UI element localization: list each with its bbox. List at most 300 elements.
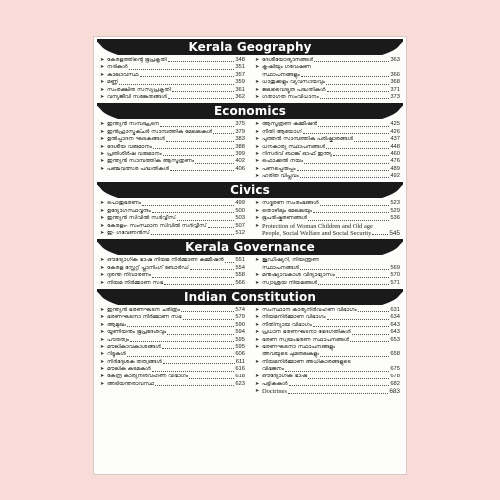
toc-page-number: 643 — [390, 321, 400, 328]
toc-page-number: 383 — [235, 136, 245, 143]
toc-page-number: 683 — [389, 388, 400, 396]
dot-leader — [213, 133, 234, 134]
dot-leader — [177, 220, 234, 221]
toc-entry-label: മനുഷ്യാവകാശ വിദ്യാഭ്യാസം — [262, 272, 335, 279]
toc-page-number: 499 — [235, 200, 245, 207]
dot-leader — [160, 126, 234, 127]
arrow-bullet-icon: ➤ — [100, 373, 105, 380]
section-banner — [97, 103, 403, 119]
toc-column-left — [100, 307, 251, 396]
arrow-bullet-icon: ➤ — [255, 336, 260, 343]
toc-entry-label: സ്വാശ്രയ നിയമങ്ങൾ — [262, 279, 318, 286]
section-banner — [97, 39, 403, 55]
arrow-bullet-icon: ➤ — [100, 366, 105, 373]
toc-entry-label: ഔദ്യോഗിക ഭാഷ — [262, 373, 308, 380]
toc-entry-label: നദികൾ — [107, 64, 128, 71]
arrow-bullet-icon: ➤ — [100, 215, 105, 222]
banner-swoosh-left-icon — [94, 39, 120, 55]
toc-entry-label: സംസ്ഥാന കാര്യനിർവഹണ വിഭാഗം — [262, 306, 357, 313]
toc-entry[interactable] — [100, 344, 245, 351]
banner-swoosh-right-icon — [380, 289, 406, 305]
toc-entry[interactable] — [255, 381, 400, 388]
toc-page-number: 554 — [235, 264, 245, 271]
toc-page-number: 569 — [390, 264, 400, 271]
toc-entry-label: സംരക്ഷിത സസ്യപ്രകൃതി — [107, 86, 171, 93]
dot-leader — [318, 284, 389, 285]
toc-page-number: 503 — [235, 215, 245, 222]
toc-page-number: 616 — [235, 366, 245, 373]
arrow-bullet-icon: ➤ — [100, 121, 105, 128]
arrow-bullet-icon: ➤ — [255, 215, 260, 222]
toc-entry[interactable] — [255, 200, 400, 207]
toc-page-number: 406 — [235, 165, 245, 172]
section-kerala-governance — [94, 239, 406, 287]
toc-page-number: 399 — [235, 150, 245, 157]
toc-entry[interactable] — [255, 265, 400, 272]
toc-entry-label: ഭരണഘടനാ നിർമ്മാണ സഭ — [107, 314, 182, 321]
arrow-bullet-icon: ➤ — [100, 222, 105, 229]
arrow-bullet-icon: ➤ — [255, 165, 260, 172]
dot-leader — [152, 371, 235, 372]
section-title: Civics — [230, 183, 270, 198]
toc-entry-label: Doctrines — [262, 388, 287, 396]
toc-entry[interactable] — [255, 144, 400, 151]
dot-leader — [318, 126, 389, 127]
toc-page-number: 595 — [235, 343, 245, 350]
toc-entry[interactable] — [255, 57, 400, 64]
dot-leader — [129, 69, 235, 70]
toc-entry[interactable] — [100, 166, 245, 173]
toc-entry[interactable] — [100, 151, 245, 158]
toc-entry-label: ജലവൈദ്യുത പദ്ധതികൾ — [262, 86, 326, 93]
toc-entry[interactable] — [100, 215, 245, 222]
arrow-bullet-icon: ➤ — [255, 279, 260, 286]
toc-page-number: 375 — [235, 121, 245, 128]
arrow-bullet-icon: ➤ — [100, 380, 105, 387]
toc-page-number: 678 — [390, 373, 400, 380]
section-civics — [94, 182, 406, 237]
toc-entry-label: ഭൂപരിഷ്കരണങ്ങൾ — [262, 215, 308, 222]
toc-page-number: 362 — [235, 93, 245, 100]
toc-entry-label: ഔദ്യോഗിക ഭാഷ നിയമ നിർമ്മാണ കമ്മീഷൻ — [107, 257, 224, 264]
toc-entry[interactable] — [100, 208, 245, 215]
toc-entry[interactable] — [255, 351, 400, 358]
toc-entry[interactable] — [255, 64, 400, 71]
toc-entry[interactable] — [255, 374, 400, 381]
toc-entry[interactable] — [100, 307, 245, 314]
toc-page-number: 373 — [390, 93, 400, 100]
toc-page-number: 579 — [235, 314, 245, 321]
arrow-bullet-icon: ➤ — [100, 351, 105, 358]
table-of-contents-page — [94, 37, 406, 474]
toc-entry-label: റിട്ടുകൾ — [107, 351, 126, 358]
toc-page-number: 606 — [235, 351, 245, 358]
arrow-bullet-icon: ➤ — [255, 173, 260, 180]
arrow-bullet-icon: ➤ — [100, 158, 105, 165]
toc-entry[interactable] — [255, 208, 400, 215]
section-kerala-geography — [94, 39, 406, 101]
toc-entry[interactable] — [255, 230, 400, 237]
dot-leader — [333, 155, 389, 156]
toc-page-number: 618 — [235, 373, 245, 380]
toc-entry-label: മൗലികാവകാശങ്ങൾ — [107, 343, 161, 350]
toc-entry-label: പുത്തൻ സാമ്പത്തിക പരിഷ്കാരങ്ങൾ — [262, 136, 354, 143]
dot-leader — [195, 163, 234, 164]
dot-leader — [327, 91, 390, 92]
dot-leader — [119, 84, 234, 85]
dot-leader — [167, 334, 234, 335]
toc-entry[interactable] — [100, 72, 245, 79]
arrow-bullet-icon: ➤ — [100, 57, 105, 63]
toc-page-number: 631 — [390, 306, 400, 313]
dot-leader — [142, 205, 234, 206]
dot-leader — [127, 356, 234, 357]
toc-entry-label: ഹരിത വിപ്ലവം — [262, 173, 299, 180]
banner-swoosh-left-icon — [94, 289, 120, 305]
toc-entry[interactable] — [255, 359, 400, 366]
toc-entry-label: തൊഴിലും മേഖലയും — [262, 207, 313, 214]
toc-page-number: 363 — [390, 57, 400, 63]
arrow-bullet-icon: ➤ — [255, 314, 260, 321]
toc-entry[interactable] — [100, 280, 245, 287]
toc-entry[interactable] — [255, 72, 400, 79]
arrow-bullet-icon: ➤ — [255, 358, 260, 365]
toc-entry-label: ഇന്ത്യൻ ഭരണഘടന ചരിത്രം — [107, 306, 180, 313]
dot-leader — [166, 141, 234, 142]
toc-page-number: 348 — [235, 57, 245, 63]
dot-leader — [155, 385, 234, 386]
arrow-bullet-icon: ➤ — [255, 272, 260, 279]
toc-entry[interactable] — [255, 87, 400, 94]
toc-entry-label: ധാതുക്കളും വ്യവസായവും — [262, 79, 325, 86]
toc-entry-label: മണ്ണ് — [107, 79, 119, 86]
dot-leader — [285, 371, 389, 372]
toc-entry-label: റിസർവ് ബാങ്ക് ഓഫ് ഇന്ത്യ — [262, 150, 332, 157]
toc-page-number: 359 — [235, 79, 245, 86]
toc-page-number: 611 — [235, 358, 245, 365]
toc-entry[interactable] — [100, 223, 245, 230]
section-title: Indian Constitution — [184, 289, 316, 304]
toc-entry-label: വന്യജീവി സങ്കേതങ്ങൾ — [107, 93, 167, 100]
dot-leader — [308, 378, 389, 379]
toc-entry[interactable] — [255, 337, 400, 344]
toc-entry-label: അടിയന്തരാവസ്ഥ — [107, 380, 155, 387]
toc-entry[interactable] — [100, 272, 245, 279]
toc-entry-label: ജുഡീഷ്യറി, നിയന്ത്രണ — [262, 257, 320, 264]
dot-leader — [164, 284, 234, 285]
banner-swoosh-left-icon — [94, 103, 120, 119]
dot-leader — [225, 262, 235, 263]
toc-entry-label: കേരളത്തിന്റെ ഭൂപ്രകൃതി — [107, 57, 167, 63]
banner-swoosh-left-icon — [94, 182, 120, 198]
arrow-bullet-icon: ➤ — [100, 128, 105, 135]
toc-entry[interactable] — [255, 151, 400, 158]
dot-leader — [189, 378, 234, 379]
toc-entry[interactable] — [255, 215, 400, 222]
section-title: Kerala Governance — [185, 240, 315, 255]
arrow-bullet-icon: ➤ — [100, 264, 105, 271]
toc-entry[interactable] — [255, 329, 400, 336]
toc-page-number: 523 — [390, 200, 400, 207]
toc-entry-label: സ്ഥാപനങ്ങളും — [262, 71, 300, 78]
toc-entry[interactable] — [100, 366, 245, 373]
dot-leader — [208, 227, 235, 228]
toc-entry-label: നീതി ആയോഗ് — [262, 128, 302, 135]
toc-entry[interactable] — [100, 64, 245, 71]
arrow-bullet-icon: ➤ — [100, 343, 105, 350]
toc-entry-label: കാലാവസ്ഥ — [107, 71, 139, 78]
arrow-bullet-icon: ➤ — [255, 343, 260, 350]
toc-page-number: 570 — [390, 272, 400, 279]
arrow-bullet-icon: ➤ — [255, 121, 260, 128]
arrow-bullet-icon: ➤ — [100, 200, 105, 207]
dot-leader — [300, 269, 389, 270]
toc-entry[interactable] — [255, 322, 400, 329]
toc-entry[interactable] — [255, 257, 400, 264]
toc-entry[interactable] — [100, 87, 245, 94]
toc-entry-label: പ്രതിശീർഷ വരുമാനം — [107, 150, 162, 157]
arrow-bullet-icon: ➤ — [100, 306, 105, 313]
dot-leader — [314, 61, 389, 62]
toc-entry-label: ദുരന്ത നിവാരണം — [107, 272, 152, 279]
toc-entry-label: അവയുടെ ചുമതലകളും — [262, 351, 320, 358]
toc-entry[interactable] — [100, 314, 245, 321]
toc-entry-label: ഭരണ സ്വയംഭരണ സ്ഥാപനങ്ങൾ — [262, 336, 350, 343]
arrow-bullet-icon: ➤ — [100, 257, 105, 264]
dot-leader — [190, 269, 234, 270]
dot-leader — [300, 177, 390, 178]
toc-entry[interactable] — [255, 129, 400, 136]
toc-entry-label: ഇന്ത്യൻ സാമ്പത്തിക ആസൂത്രണം — [107, 158, 195, 165]
toc-page-number: 594 — [235, 329, 245, 336]
toc-entry[interactable] — [255, 272, 400, 279]
toc-entry[interactable] — [255, 223, 400, 230]
toc-entry[interactable] — [255, 307, 400, 314]
toc-column-right — [251, 307, 400, 396]
dot-leader — [313, 326, 389, 327]
banner-swoosh-right-icon — [380, 103, 406, 119]
arrow-bullet-icon: ➤ — [100, 279, 105, 286]
section-indian-constitution — [94, 289, 406, 396]
toc-entry[interactable] — [100, 158, 245, 165]
toc-entry[interactable] — [100, 322, 245, 329]
arrow-bullet-icon: ➤ — [255, 57, 260, 63]
arrow-bullet-icon: ➤ — [100, 329, 105, 336]
toc-entry-label: ഇൻഫ്രാസ്ട്രക്ചർ സാമ്പത്തിക മേഖലകൾ — [107, 128, 213, 135]
toc-entry-label: ആസൂത്രണ കമ്മീഷൻ — [262, 121, 318, 128]
toc-entry[interactable] — [100, 351, 245, 358]
toc-page-number: 361 — [235, 86, 245, 93]
arrow-bullet-icon: ➤ — [255, 143, 260, 150]
dot-leader — [288, 393, 388, 394]
toc-entry-label: നീതിന്യായ വിഭാഗം — [262, 321, 312, 328]
toc-entry[interactable] — [100, 136, 245, 143]
dot-leader — [301, 76, 390, 77]
toc-entry[interactable] — [100, 79, 245, 86]
toc-entry[interactable] — [100, 329, 245, 336]
toc-page-number: 492 — [390, 173, 400, 180]
toc-entry-label: ഇ- ഗവേണൻസ് — [107, 230, 150, 237]
arrow-bullet-icon: ➤ — [100, 143, 105, 150]
toc-page-number: 643 — [390, 329, 400, 336]
toc-entry-label: ദേശീയോദ്യാനങ്ങൾ — [262, 57, 314, 63]
toc-entry-label: കേരള സ്റ്റേറ്റ് പ്ലാനിംഗ് ബോർഡ് — [107, 264, 189, 271]
toc-entry[interactable] — [255, 314, 400, 321]
toc-column-left — [100, 200, 251, 237]
toc-page-number: 425 — [390, 121, 400, 128]
dot-leader — [140, 76, 235, 77]
dot-leader — [170, 170, 234, 171]
toc-page-number: 566 — [235, 279, 245, 286]
toc-page-number: 507 — [235, 222, 245, 229]
arrow-bullet-icon: ➤ — [100, 71, 105, 78]
dot-leader — [327, 319, 390, 320]
arrow-bullet-icon: ➤ — [255, 373, 260, 380]
toc-page-number: 448 — [390, 143, 400, 150]
dot-leader — [336, 277, 389, 278]
arrow-bullet-icon: ➤ — [255, 128, 260, 135]
toc-page-number: 388 — [235, 143, 245, 150]
toc-page-number: 371 — [390, 86, 400, 93]
toc-entry[interactable] — [100, 265, 245, 272]
arrow-bullet-icon: ➤ — [100, 336, 105, 343]
toc-entry-label: ആമുഖം — [107, 321, 127, 328]
dot-leader — [181, 311, 234, 312]
toc-entry-label: ഉദ്യോഗസ്ഥവൃന്ദം — [107, 207, 151, 214]
toc-page-number: 426 — [390, 128, 400, 135]
toc-entry[interactable] — [100, 359, 245, 366]
dot-leader — [168, 98, 234, 99]
arrow-bullet-icon: ➤ — [255, 329, 260, 336]
toc-entry[interactable] — [100, 200, 245, 207]
toc-entry-label: പൊതുഭരണം — [107, 200, 142, 207]
arrow-bullet-icon: ➤ — [255, 380, 260, 387]
arrow-bullet-icon: ➤ — [255, 222, 260, 229]
dot-leader — [183, 319, 235, 320]
arrow-bullet-icon: ➤ — [100, 93, 105, 100]
dot-leader — [358, 311, 390, 312]
toc-entry-label: പണപ്പെരുപ്പം — [262, 165, 296, 172]
toc-entry[interactable] — [100, 257, 245, 264]
arrow-bullet-icon: ➤ — [255, 64, 260, 71]
toc-entry[interactable] — [100, 230, 245, 237]
arrow-bullet-icon: ➤ — [100, 79, 105, 86]
toc-entry[interactable] — [255, 166, 400, 173]
toc-page-number: 512 — [235, 230, 245, 237]
toc-page-number: 379 — [235, 128, 245, 135]
toc-page-number: 595 — [235, 336, 245, 343]
dot-leader — [127, 326, 234, 327]
toc-entry[interactable] — [100, 129, 245, 136]
toc-page-number: 571 — [390, 279, 400, 286]
toc-entry[interactable] — [255, 344, 400, 351]
banner-swoosh-left-icon — [94, 239, 120, 255]
toc-entry-label: ദേശീയ വരുമാനം — [107, 143, 152, 150]
toc-entry-label: സദ്ഭരണ സംരംഭങ്ങൾ — [262, 200, 319, 207]
toc-column-right — [251, 121, 400, 180]
dot-leader — [130, 341, 234, 342]
toc-page-number: 529 — [390, 207, 400, 214]
arrow-bullet-icon: ➤ — [255, 321, 260, 328]
arrow-bullet-icon: ➤ — [255, 86, 260, 93]
toc-page-number: 366 — [390, 71, 400, 78]
toc-entry-label: യൂണിയനും ഭൂപ്രദേശവും — [107, 329, 167, 336]
toc-entry-label: നിയമ നിർമ്മാണ സഭ — [107, 279, 164, 286]
toc-column-right — [251, 200, 400, 237]
dot-leader — [297, 170, 390, 171]
toc-entry[interactable] — [100, 337, 245, 344]
toc-page-number: 402 — [235, 158, 245, 165]
toc-column-left — [100, 57, 251, 101]
dot-leader — [313, 212, 389, 213]
banner-swoosh-right-icon — [380, 39, 406, 55]
toc-entry-label: ഇന്ത്യൻ സമ്പദ്ഘടന — [107, 121, 160, 128]
toc-entry[interactable] — [255, 173, 400, 180]
toc-entry[interactable] — [100, 374, 245, 381]
toc-entry[interactable] — [255, 366, 400, 373]
arrow-bullet-icon: ➤ — [100, 64, 105, 71]
dot-leader — [326, 84, 389, 85]
arrow-bullet-icon: ➤ — [255, 93, 260, 100]
toc-entry-label: ഫൊക്കൽ നയം — [262, 158, 304, 165]
toc-entry[interactable] — [100, 94, 245, 101]
section-banner — [97, 182, 403, 198]
dot-leader — [372, 234, 388, 235]
toc-entry[interactable] — [255, 280, 400, 287]
dot-leader — [308, 220, 389, 221]
toc-page-number: 675 — [390, 366, 400, 373]
toc-page-number: 653 — [390, 336, 400, 343]
toc-entry[interactable] — [100, 381, 245, 388]
section-banner — [97, 239, 403, 255]
toc-page-number: 368 — [390, 79, 400, 86]
dot-leader — [162, 348, 234, 349]
toc-entry[interactable] — [255, 388, 400, 395]
toc-entry-label: കൃഷിയും ഗവേഷണ — [262, 64, 312, 71]
dot-leader — [320, 98, 390, 99]
arrow-bullet-icon: ➤ — [255, 136, 260, 143]
toc-entry-label: ഭരണഘടനാ സ്ഥാപനങ്ങളും — [262, 343, 336, 350]
arrow-bullet-icon: ➤ — [255, 388, 260, 395]
toc-entry[interactable] — [255, 79, 400, 86]
arrow-bullet-icon: ➤ — [255, 158, 260, 165]
toc-entry-label: ഇന്ത്യൻ സിവിൽ സർവ്വീസ് — [107, 215, 176, 222]
toc-entry[interactable] — [100, 57, 245, 64]
toc-entry[interactable] — [255, 94, 400, 101]
dot-leader — [354, 141, 389, 142]
toc-page-number: 460 — [390, 150, 400, 157]
arrow-bullet-icon: ➤ — [255, 306, 260, 313]
toc-page-number: 590 — [235, 321, 245, 328]
toc-column-left — [100, 121, 251, 180]
toc-entry[interactable] — [100, 121, 245, 128]
toc-entry[interactable] — [255, 158, 400, 165]
arrow-bullet-icon: ➤ — [255, 257, 260, 264]
arrow-bullet-icon: ➤ — [100, 165, 105, 172]
toc-page-number: 437 — [390, 136, 400, 143]
toc-entry[interactable] — [255, 136, 400, 143]
dot-leader — [163, 363, 235, 364]
toc-page-number: 623 — [235, 380, 245, 387]
toc-page-number: 682 — [390, 380, 400, 387]
dot-leader — [289, 385, 390, 386]
arrow-bullet-icon: ➤ — [255, 200, 260, 207]
arrow-bullet-icon: ➤ — [100, 230, 105, 237]
toc-entry[interactable] — [100, 144, 245, 151]
arrow-bullet-icon: ➤ — [100, 207, 105, 214]
arrow-bullet-icon: ➤ — [255, 207, 260, 214]
toc-entry[interactable] — [255, 121, 400, 128]
